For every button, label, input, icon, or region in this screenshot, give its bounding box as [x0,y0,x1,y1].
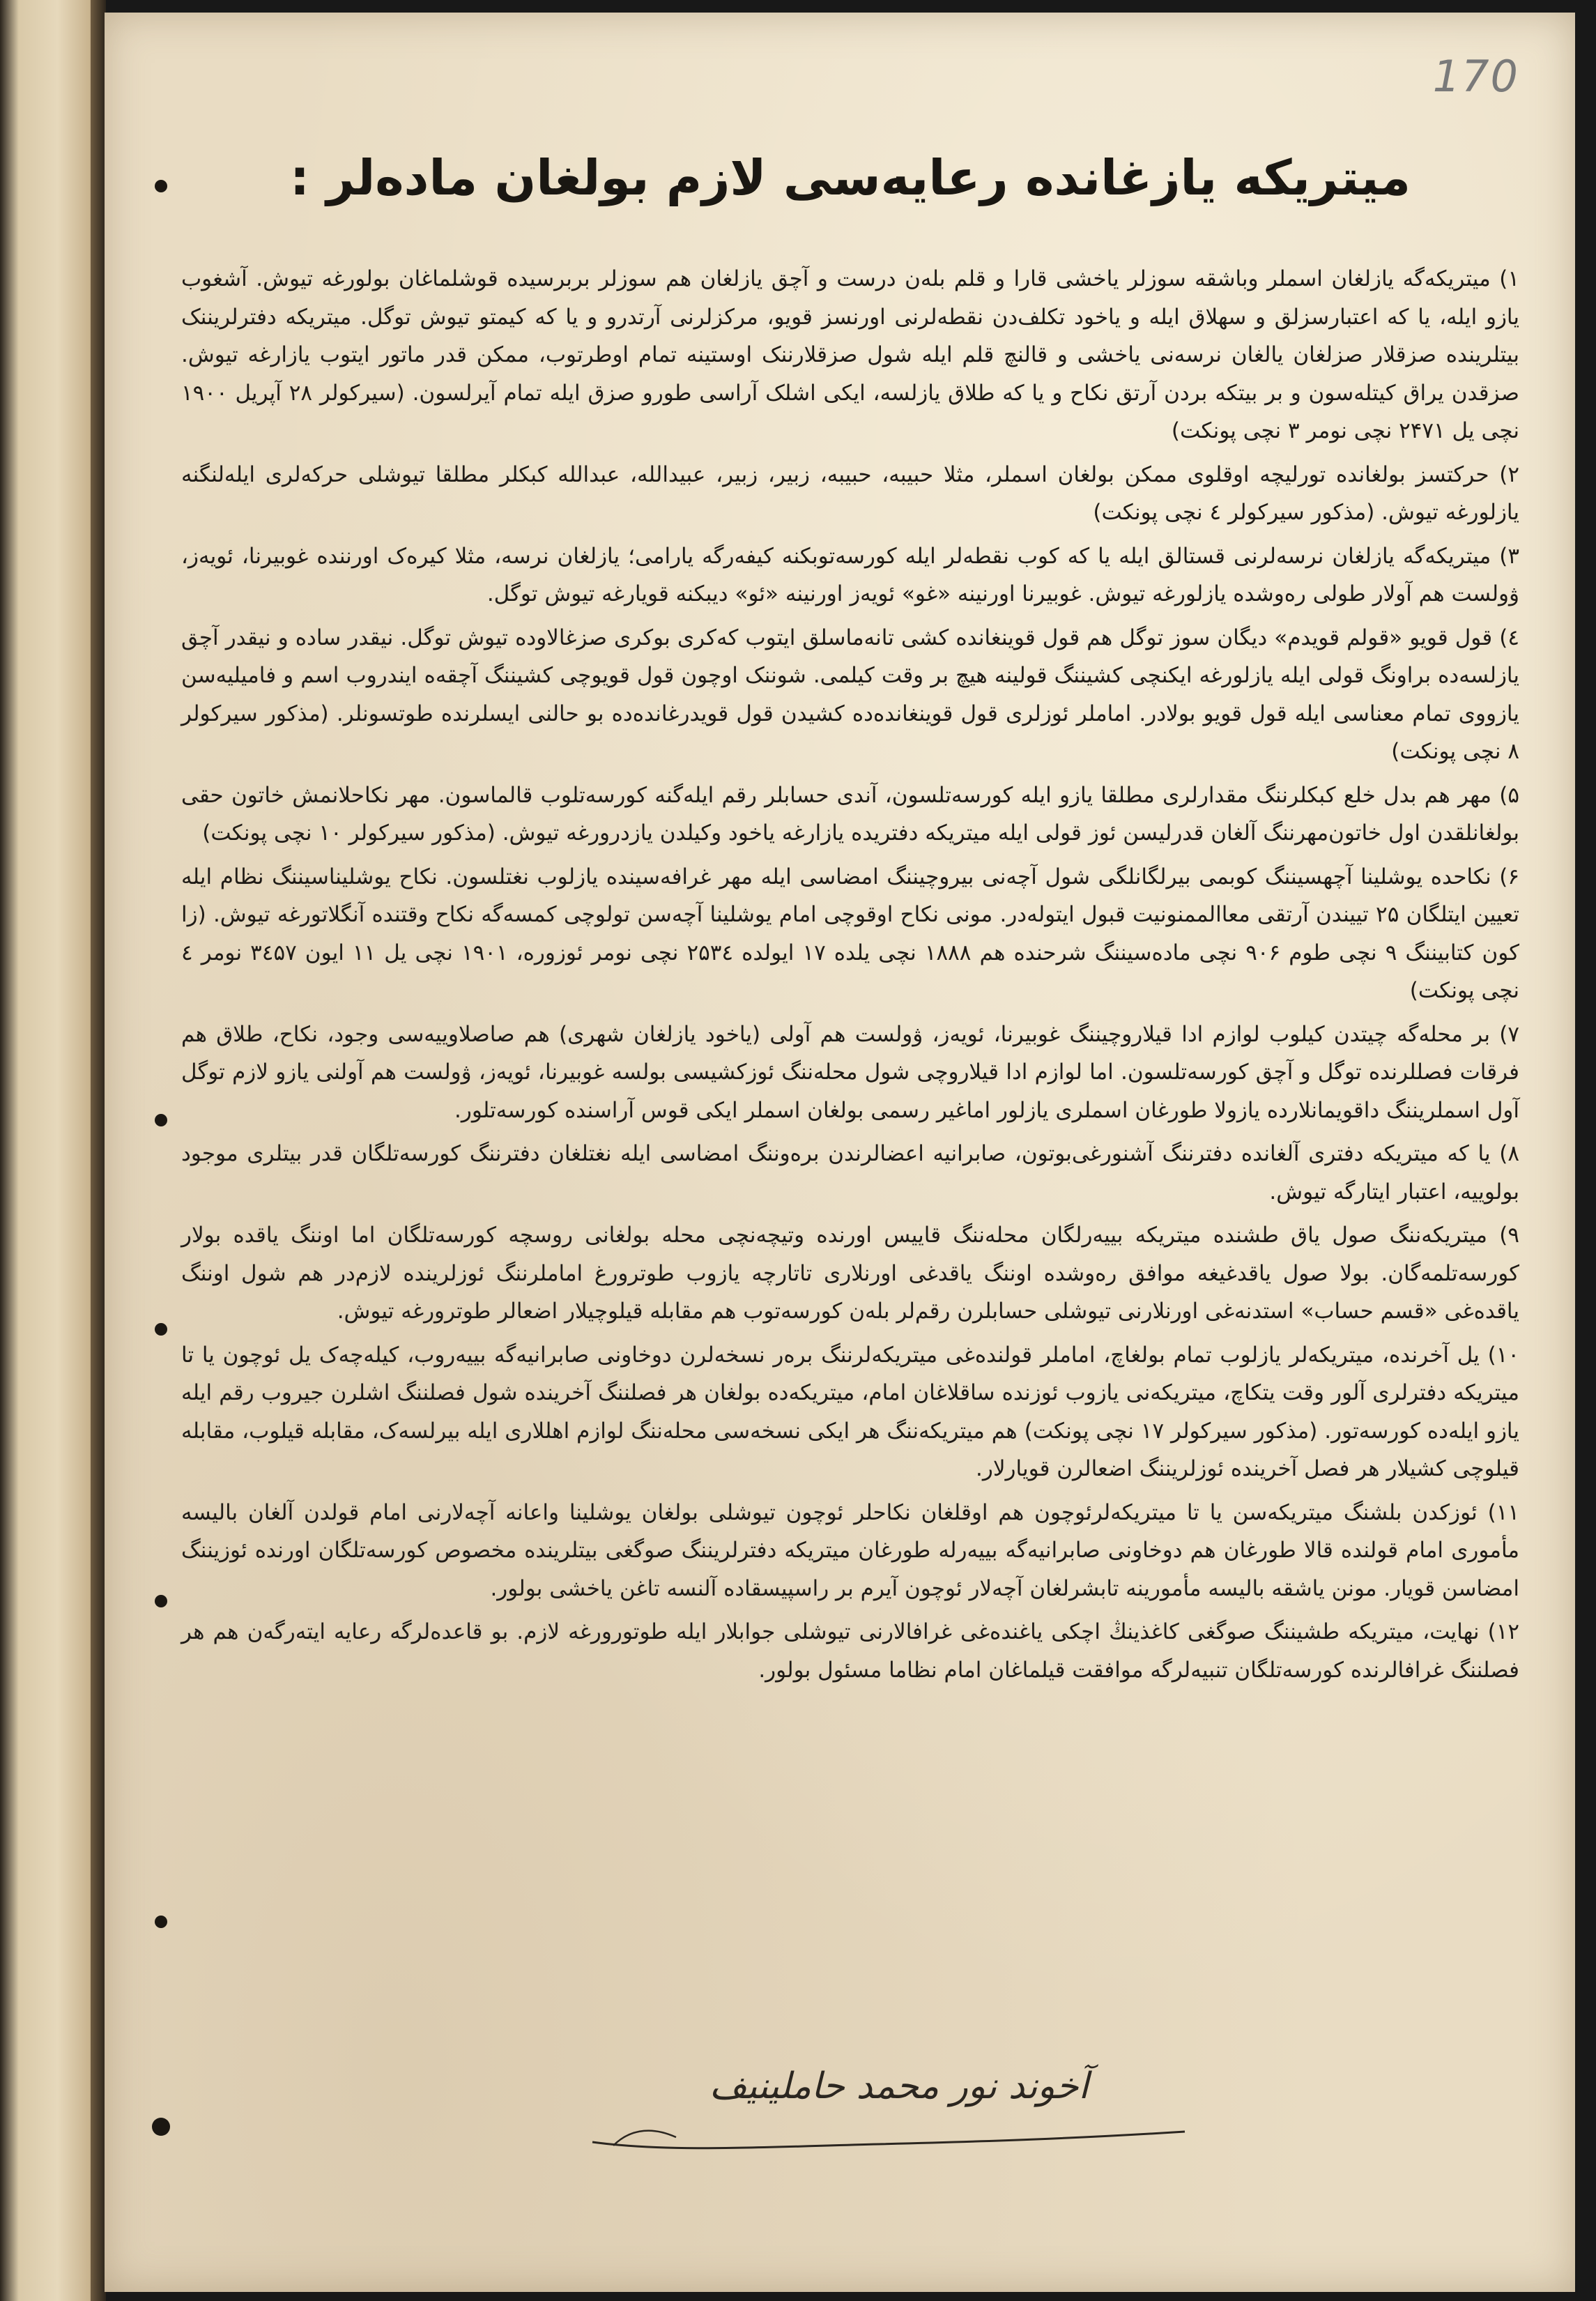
paragraph-1: ۱) میتریکه‌گه یازلغان اسملر وباشقه سوزلر یاخشی قارا و قلم بله‌ن درست و آچق یازلغان هم سوزلر بربرسیده قوشلماغان بولورغه تیوش. آشغوب یازو ایله، یا که اعتبارسزلق و سهلاق ایله و یاخود تکلف‌دن نقطه‌لرنی اورنسز قویو، مرکزلرنی آرتدرو و یا که کیمتو تیوش توگل. میتریکه دفترلریننک بیتلرینده صزقلار صزلغان یالغان نرسه‌نی یاخشی و قالنچ قلم ایله شول صزقلارننک اوستینه تمام اوطرتوب، ممکن قدر ماتور ایتوب یازارغه تیوش. صزقدن یراق کیتله‌سون و بر بیتکه بردن آرتق نکاح و یا که طلاق یازلسه، ایکی اشلک آراسی طورو صزق ایله تمام آیرلسون. (سیرکولر ۲۸ آپریل ۱۹۰۰ نچی یل ۲۴۷۱ نچی نومر ۳ نچی پونکت) [181,266,1519,443]
signature-flourish [585,2104,1192,2159]
punch-hole [155,1916,167,1928]
paragraph-12: ۱۲) نهایت، میتریکه طشیننگ صوگغی کاغذینڭ اچکی یاغنده‌غی غرافالارنی تیوشلی جوابلار ایله طوتورورغه لازم. بو قاعده‌لرگه رعایه ایته‌رگەن هم هر فصلننگ غرافالرنده کورسه‌تلگان تنبیه‌لرگه موافقت قیلماغان امام نظاما مسئول بولور. [181,1619,1519,1683]
paragraph-10: ۱۰) یل آخرنده، میتریکه‌لر یازلوب تمام بولغاچ، اماملر قولنده‌غی میتریکه‌لرننگ بره‌ر نسخه‌لرن دوخاونی صابرانیه‌گه بییه‌روب، کیله‌چەک یل ئوچون یا تا میتریکه دفترلری آلور وقت یتکاچ، میتریکه‌نی یازوب ئوزنده ساقلاغان امام، میتریکه‌ده بولغان هر فصلننگ آخرینده شول فصلننگ اشلرن جیروب رقم ایله یازو ایلەده کورسه‌تور. (مذکور سیرکولر ۱۷ نچی پونکت) هم میتریکه‌ننگ هر ایکی نسخه‌سی محله‌ننگ لوازم اهللاری ایله بیرلسه‌ک، مقابله قیلوب، مقابله قیلوچی کشیلار هر فصل آخرینده ئوزلریننگ اضعالرن قویارلار. [181,1342,1519,1481]
punch-hole [155,1595,167,1607]
punch-hole [155,180,167,192]
folio-number: 170 [1432,51,1519,102]
paragraph-9: ۹) میتریکه‌ننگ صول یاق طشنده میتریکه بییه‌رلگان محله‌ننگ قاییس اورنده وتیچه‌نچی محله بولغانی روسچه کورسه‌تلگان اما اوننگ یاقده بولار کورسه‌تلمه‌گان. بولا صول یاقدغیغه موافق رەوشده اوننگ یاقدغی اورنلاری تاتارچه یازوب طوترورغ اماملرننگ ئوزلرینده لازم‌در هم شول اوننگ یاقده‌غی «قسم حساب» استدنه‌غی اورنلارنی تیوشلی حسابلرن رقم‌لر بلەن کورسه‌توب هم مقابله قیلوچیلار اضعالر طوترورغه تیوش. [181,1223,1519,1324]
paragraph-3: ۳) میتریکه‌گه یازلغان نرسه‌لرنی قستالق ایله یا که کوب نقطه‌لر ایله کورسه‌توبکنه کیفه‌رگه یارامی؛ یازلغان نرسه، مثلا کیره‌ک اورننده غوبیرنا، ئویه‌ز، ۋولست هم آولار طولی رەوشده یازلورغه تیوش. غوبیرنا اورنینه «غو» ئویه‌ز اورنینه «ئو» دیبکنه قویارغه تیوش توگل. [181,543,1519,606]
punch-hole [155,1323,167,1336]
punch-hole [155,1114,167,1126]
paragraph-4: ٤) قول قویو «قولم قویدم» دیگان سوز توگل هم قول قوینغانده کشی تانه‌ماسلق ایتوب که‌کری بوکری صزغالاوده تیوش توگل. نیقدر ساده و نیقدر آچق یازلسه‌ده براونگ قولی ایله یازلورغه ایکنچی کشیننگ قولینه هیچ بر وقت کیلمی. شوننک اوچون قول قویوچی کشیننگ آچقه‌ه ایندروب اسم و فامیلیه‌سن یازووی تمام معنا‌سی ایله قول قویو بولادر. اماملر ئوزلری قول قوینغانده‌ده کشیدن قول قویدرغانده‌ده بو حالنی ایسلرنده طوتسونلر. (مذکور سیرکولر ۸ نچی پونکت) [181,625,1519,764]
document-title: میتریکه یازغانده رعایه‌سی لازم بولغان ماده‌لر : [290,149,1411,206]
paragraph-8: ۸) یا که میتریکه دفتری آلغانده دفترننگ آشنورغی‌بوتون، صابرانیه اعضالرندن بره‌وننگ امضاسی ایله نغتلغان دفترننگ کورسه‌تلگان قدر بیتلری موجود بولوییه، اعتبار ایتارگه تیوش. [181,1141,1519,1205]
paragraph-7: ۷) بر محله‌گه چیتدن کیلوب لوازم ادا قیلاروچیننگ غوبیرنا، ئویه‌ز، ۋولست هم آولی (یاخود یازلغان شهری) هم صاصلاوییه‌سی وجود، نکاح، طلاق هم فرقات فصللرنده توگل و آچق کورسه‌تلسون. اما لوازم ادا قیلاروچی شول محله‌ننگ ئوزکشیسی بولسه غوبیرنا، ئویه‌ز، ۋولست هم آولنی یازو لازم توگل آول اسملریننگ داقویمانلارده یازولا طورغان اسملری یازلور اماغیر رسمی بولغان اسملر ایکی قوس آراسنده کورسه‌تلور. [181,1021,1519,1123]
paragraph-6: ۶) نکاحده یوشلینا آچهسیننگ کوبمی بیرلگانلگی شول آچه‌نی بیروچیننگ امضاسی ایله مهر غرافه‌سینده یازلوب نغتلسون. نکاح یوشلیناسیننگ نظام ایله تعیین ایتلگان ۲۵ تییندن آرتقی معاالممنونیت قبول ایتوله‌در. مونی نکاح اوقوچی امام یوشلینا آچه‌سن تولوچی کمسه‌گه نکاح وقتنده آنگلاتورغه تیوش. (زا کون کتابیننگ ۹ نچی طوم ۹۰۶ نچی ماده‌سیننگ شرحنده هم ۱۸۸۸ نچی یلده ۱۷ ایولده ۲۵۳٤ نچی نومر ئوزوره، ۱۹۰۱ نچی یل ۱۱ ایون ۳٤۵۷ نومر ٤ نچی پونکت) [181,864,1520,1003]
book-binding [0,0,105,2301]
document-page [105,13,1575,2292]
book-gutter [91,0,106,2301]
signature: آخوند نور محمد حاملینیف [709,2065,1089,2107]
regulation-list [181,260,1519,1695]
punch-hole [152,2118,170,2136]
paragraph-2: ۲) حرکتسز بولغانده تورلیچه اوقلوی ممکن بولغان اسملر، مثلا حبیبه، حبیبه، زبیر، زبیر، عبیدالله، عبدالله کبکلر مطلقا تیوشلی حرکه‌لری ایله‌لنگنه یازلورغه تیوش. (مذکور سیرکولر ٤ نچی پونکت) [181,461,1519,525]
paragraph-11: ۱۱) ئوزکدن بلشنگ میتریکه‌سن یا تا میتریکه‌لرئوچون هم اوقلغان نکاحلر ئوچون تیوشلی بولغان یوشلینا واعانه آچه‌لارنی امام قولدن آلغان بالیسه مأموری امام قولنده قالا طورغان هم دوخاونی صابرانیه‌گه بییه‌رله طورغان میتریکه دفترلریننگ صوگغی بیتلرینده مخصوص کورسه‌تلگان اورنده ئوزیننگ امضاسن قویار. مونن یاشقه بالیسه مأمورینه تابشرلغان آچه‌لار ئوچون آیرم بر راسپیسقاده آلنسه تاغن یاخشی بولور. [181,1499,1519,1601]
paragraph-5: ۵) مهر هم بدل خلع کبکلرننگ مقدارلری مطلقا یازو ایله کورسه‌تلسون، آندی حسابلر رقم ایله‌گنه کورسه‌تلوب قالماسون. مهر نکاحلانمش خاتون حقی بولغانلقدن اول خاتون‌مهرننگ آلغان قدرلیسن ئوز قولی ایله میتریکه دفتریده یازارغه یاخود وکیلدن یازدرورغه تیوش. (مذکور سیرکولر ۱۰ نچی پونکت) [181,782,1519,846]
